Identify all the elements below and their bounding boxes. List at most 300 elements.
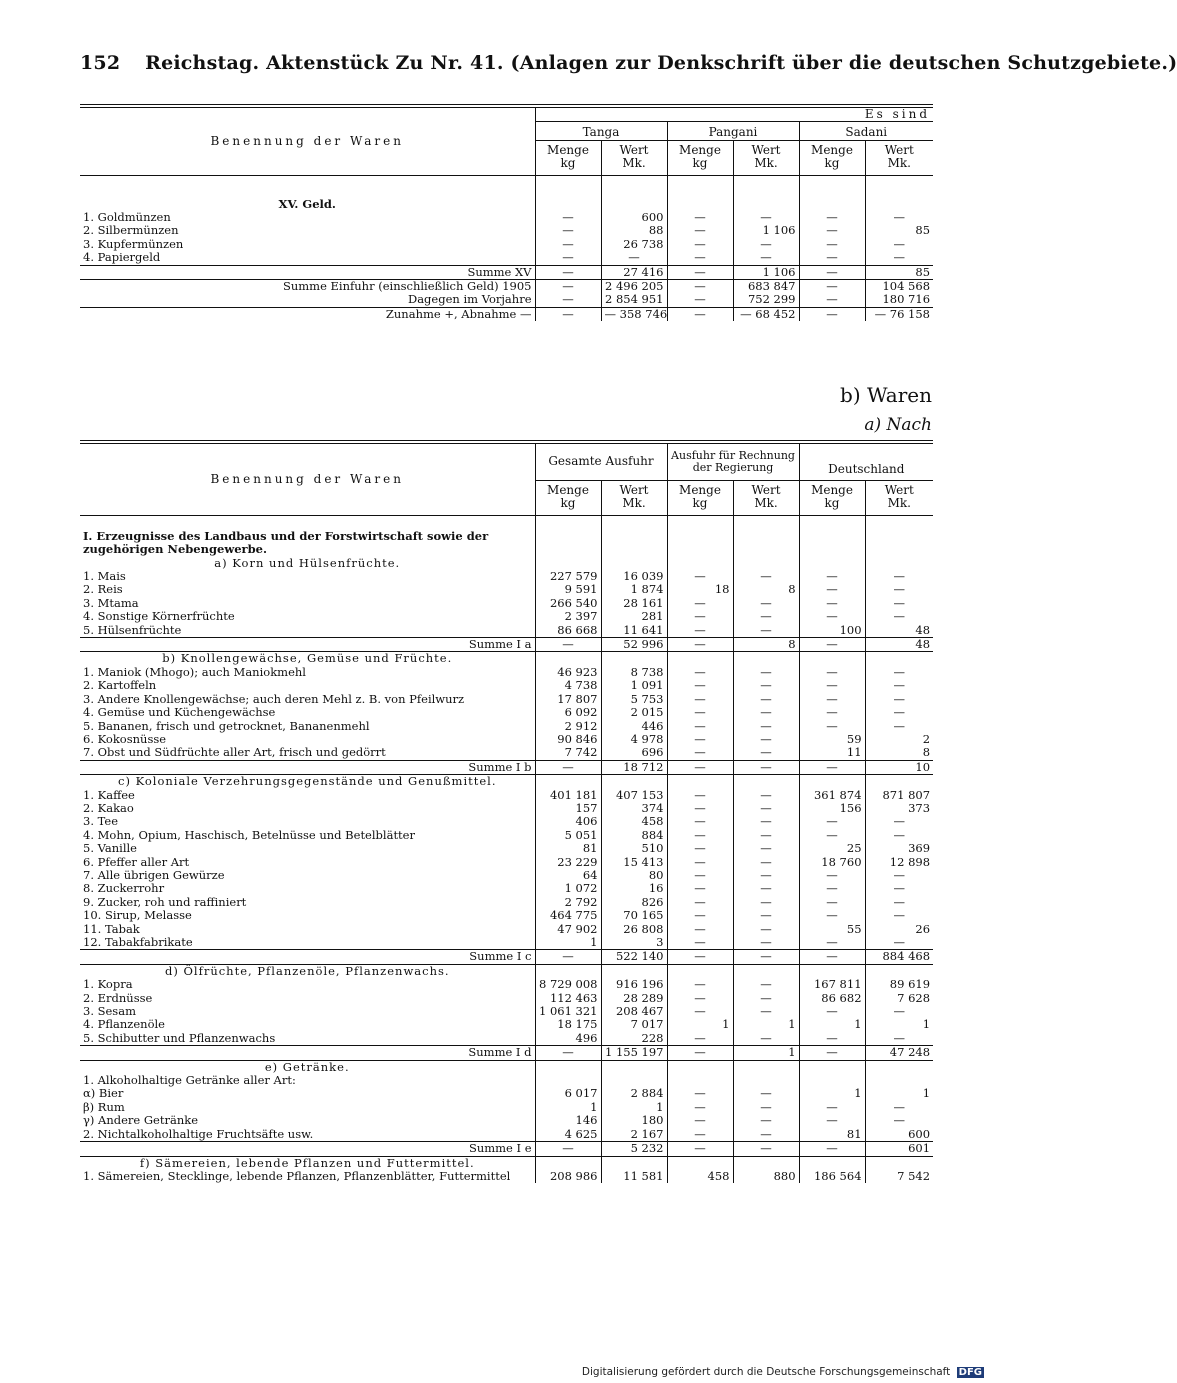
row-label: 2. Kakao <box>83 800 134 815</box>
row-label: 1. Mais <box>83 569 126 584</box>
cell-value: 9 591 <box>535 583 601 596</box>
row-label: γ) Andere Getränke <box>83 1113 198 1128</box>
group-heading-text: I. Erzeugnisse des Landbaus und der Forstwirtschaft sowie der zugehörigen Nebengewerbe. <box>83 528 489 557</box>
row-label: 5. Bananen, frisch und getrocknet, Bananenmehl <box>83 718 370 733</box>
wert-header <box>865 140 933 175</box>
cell-value: 7 017 <box>601 1018 667 1031</box>
table-row <box>80 1018 933 1031</box>
summe-row <box>80 760 933 774</box>
empty-cell <box>799 557 865 570</box>
cell-value: 1 061 321 <box>535 1005 601 1018</box>
cell-value: — <box>865 936 933 950</box>
empty-cell <box>535 557 601 570</box>
cell-value: 86 668 <box>535 624 601 638</box>
cell-value: 2 792 <box>535 896 601 909</box>
cell-value: 407 153 <box>601 789 667 802</box>
cell-value: — <box>535 1046 601 1060</box>
cell-value: — <box>667 280 733 294</box>
empty-cell <box>865 652 933 666</box>
row-label: 5. Schibutter und Pflanzenwachs <box>83 1030 276 1045</box>
cell-value: 510 <box>601 842 667 855</box>
cell-value: 266 540 <box>535 597 601 610</box>
cell-value: — <box>733 829 799 842</box>
cell-value: — <box>667 238 733 251</box>
port-header-1: Pangani <box>667 122 799 140</box>
table-row <box>80 882 933 895</box>
cell-value: — <box>667 896 733 909</box>
row-label: 2. Erdnüsse <box>83 990 153 1005</box>
cell-value <box>733 1074 799 1087</box>
cell-value: — <box>799 882 865 895</box>
cell-value: — <box>799 869 865 882</box>
table-row <box>80 720 933 733</box>
table-row <box>80 583 933 596</box>
cell-value: — <box>733 746 799 760</box>
empty-cell <box>667 515 733 556</box>
table-row <box>80 666 933 679</box>
empty-cell <box>535 775 601 789</box>
cell-value: — <box>865 570 933 583</box>
cell-value: 81 <box>799 1128 865 1142</box>
dfg-logo: DFG <box>958 1367 982 1378</box>
cell-value: — <box>865 896 933 909</box>
cell-value: — <box>799 293 865 307</box>
cell-value: 1 <box>799 1087 865 1100</box>
table-row <box>80 1074 933 1087</box>
empty-cell <box>799 964 865 978</box>
cell-value: — <box>733 789 799 802</box>
cell-value: — <box>799 950 865 964</box>
cell-value: — <box>799 936 865 950</box>
cell-value: — <box>667 842 733 855</box>
cell-value: 208 986 <box>535 1170 601 1183</box>
cell-value: — <box>667 856 733 869</box>
cell-value: — <box>799 909 865 922</box>
col-header-benennung: Benennung der Waren <box>210 133 404 148</box>
cell-value: 52 996 <box>601 638 667 652</box>
empty-cell <box>799 175 865 211</box>
cell-value: 5 051 <box>535 829 601 842</box>
menge-header <box>667 140 733 175</box>
empty-cell <box>535 515 601 556</box>
row-label: 3. Mtama <box>83 595 139 610</box>
cell-value: — <box>799 829 865 842</box>
row-label: 9. Zucker, roh und raffiniert <box>83 894 247 909</box>
empty-cell <box>865 964 933 978</box>
summe-label: Summe I e <box>468 1141 532 1156</box>
cell-value: 2 015 <box>601 706 667 719</box>
cell-value: — <box>535 307 601 321</box>
col-header-gesamte-ausfuhr: Gesamte Ausfuhr <box>535 442 667 481</box>
cell-value: 64 <box>535 869 601 882</box>
menge-label: Menge <box>547 483 589 497</box>
cell-value: — <box>667 1005 733 1018</box>
cell-value: 1 <box>733 1046 799 1060</box>
cell-value: 88 <box>601 224 667 237</box>
cell-value: — <box>667 760 733 774</box>
mk-unit: Mk. <box>622 496 646 511</box>
cell-value: 374 <box>601 802 667 815</box>
cell-value: — <box>733 936 799 950</box>
table-row <box>80 570 933 583</box>
cell-value: — <box>733 238 799 251</box>
empty-cell <box>733 557 799 570</box>
cell-value: 26 <box>865 923 933 936</box>
table-row <box>80 733 933 746</box>
empty-cell <box>535 652 601 666</box>
cell-value: 47 902 <box>535 923 601 936</box>
cell-value: 89 619 <box>865 978 933 991</box>
cell-value: 1 <box>799 1018 865 1031</box>
cell-value: 2 912 <box>535 720 601 733</box>
cell-value: 1 106 <box>733 265 799 279</box>
table-row <box>80 923 933 936</box>
menge-header <box>667 481 733 516</box>
kg-unit: kg <box>560 156 576 171</box>
cell-value: 3 <box>601 936 667 950</box>
cell-value: 4 738 <box>535 679 601 692</box>
cell-value: — <box>733 251 799 265</box>
table-row <box>80 789 933 802</box>
subgroup-heading-text: d) Ölfrüchte, Pflanzenöle, Pflanzenwachs. <box>164 963 450 978</box>
cell-value: 26 738 <box>601 238 667 251</box>
table-row <box>80 624 933 638</box>
cell-value: — <box>667 1128 733 1142</box>
cell-value: 696 <box>601 746 667 760</box>
subgroup-heading <box>80 964 933 978</box>
cell-value: — <box>865 815 933 828</box>
cell-value: 85 <box>865 224 933 237</box>
cell-value: — <box>799 1114 865 1127</box>
empty-cell <box>667 964 733 978</box>
cell-value: 25 <box>799 842 865 855</box>
cell-value: 401 181 <box>535 789 601 802</box>
empty-cell <box>865 1060 933 1074</box>
menge-label: Menge <box>679 483 721 497</box>
cell-value: 156 <box>799 802 865 815</box>
cell-value: — <box>865 597 933 610</box>
row-label: 1. Kopra <box>83 977 133 992</box>
cell-value: — <box>667 802 733 815</box>
cell-value: 18 760 <box>799 856 865 869</box>
cell-value: — <box>799 570 865 583</box>
cell-value: 600 <box>865 1128 933 1142</box>
cell-value: — <box>799 679 865 692</box>
cell-value: — <box>535 280 601 294</box>
footer-text: Digitalisierung gefördert durch die Deutsche Forschungsgemeinschaft <box>581 1366 951 1378</box>
col-header-regierung: Ausfuhr für Rechnung der Regierung <box>667 442 799 481</box>
cell-value: — <box>799 597 865 610</box>
table-row <box>80 1170 933 1183</box>
cell-value: — <box>733 802 799 815</box>
cell-value: 157 <box>535 802 601 815</box>
cell-value: 18 175 <box>535 1018 601 1031</box>
empty-cell <box>535 175 601 211</box>
menge-label: Menge <box>811 483 853 497</box>
empty-cell <box>667 557 733 570</box>
cell-value: — <box>865 1005 933 1018</box>
cell-value: — <box>865 720 933 733</box>
cell-value: 85 <box>865 265 933 279</box>
empty-cell <box>535 1156 601 1170</box>
cell-value: — <box>865 1114 933 1127</box>
cell-value: 458 <box>667 1170 733 1183</box>
row-label: 3. Andere Knollengewächse; auch deren Mehl z. B. von Pfeilwurz <box>83 691 465 706</box>
cell-value: 208 467 <box>601 1005 667 1018</box>
table-row <box>80 706 933 719</box>
cell-value: — <box>799 238 865 251</box>
summe-label: Summe I d <box>468 1045 532 1060</box>
page-title: Reichstag. Aktenstück Zu Nr. 41. (Anlagen zur Denkschrift über die deutschen Schutzgebiete.) <box>145 52 1177 74</box>
cell-value: — <box>667 815 733 828</box>
cell-value: — <box>667 610 733 623</box>
row-label: 10. Sirup, Melasse <box>83 908 192 923</box>
subgroup-heading-text: b) Knollengewächse, Gemüse und Früchte. <box>162 651 453 666</box>
kg-unit: kg <box>824 156 840 171</box>
cell-value: — <box>667 666 733 679</box>
cell-value: — <box>667 307 733 321</box>
cell-value: 1 072 <box>535 882 601 895</box>
row-label: 5. Vanille <box>83 841 137 856</box>
row-label: 2. Reis <box>83 582 123 597</box>
cell-value <box>667 1074 733 1087</box>
cell-value: — <box>733 856 799 869</box>
cell-value: 6 017 <box>535 1087 601 1100</box>
empty-cell <box>733 175 799 211</box>
cell-value: 1 874 <box>601 583 667 596</box>
summe-row <box>80 280 933 294</box>
cell-value: — <box>733 1032 799 1046</box>
table-row <box>80 856 933 869</box>
row-label: β) Rum <box>83 1099 125 1114</box>
cell-value: — <box>667 1114 733 1127</box>
table-row <box>80 815 933 828</box>
cell-value: 11 581 <box>601 1170 667 1183</box>
cell-value: 2 <box>865 733 933 746</box>
cell-value: — <box>535 293 601 307</box>
cell-value: 5 753 <box>601 693 667 706</box>
subgroup-heading <box>80 652 933 666</box>
cell-value: — <box>667 293 733 307</box>
table-row <box>80 842 933 855</box>
cell-value: 464 775 <box>535 909 601 922</box>
cell-value: — <box>733 842 799 855</box>
cell-value: — <box>667 1046 733 1060</box>
cell-value: 8 <box>733 638 799 652</box>
wert-header <box>601 481 667 516</box>
cell-value: — <box>799 211 865 224</box>
cell-value: 5 232 <box>601 1142 667 1156</box>
table-row <box>80 224 933 237</box>
col-header-es-sind: Es sind <box>864 107 931 121</box>
row-label: 4. Pflanzenöle <box>83 1017 165 1032</box>
cell-value: — <box>667 1087 733 1100</box>
cell-value: 1 155 197 <box>601 1046 667 1060</box>
row-label: 1. Maniok (Mhogo); auch Maniokmehl <box>83 664 306 679</box>
cell-value: 7 742 <box>535 746 601 760</box>
summe-row <box>80 638 933 652</box>
cell-value: 18 <box>667 583 733 596</box>
row-label: 3. Sesam <box>83 1004 136 1019</box>
cell-value: — <box>535 251 601 265</box>
section-title-b: b) Waren <box>840 383 932 407</box>
cell-value: — <box>733 896 799 909</box>
empty-cell <box>733 964 799 978</box>
table-row <box>80 896 933 909</box>
cell-value: — <box>799 251 865 265</box>
subgroup-heading-text: e) Getränke. <box>264 1059 350 1074</box>
cell-value: 2 496 205 <box>601 280 667 294</box>
cell-value: — <box>667 706 733 719</box>
cell-value: — <box>799 706 865 719</box>
cell-value: 281 <box>601 610 667 623</box>
cell-value: — <box>535 950 601 964</box>
mk-unit: Mk. <box>622 156 646 171</box>
cell-value: 1 <box>865 1087 933 1100</box>
cell-value: — <box>535 211 601 224</box>
table-row <box>80 909 933 922</box>
cell-value: — <box>799 720 865 733</box>
table-row <box>80 978 933 991</box>
cell-value: — <box>733 693 799 706</box>
footer-credit <box>582 1366 984 1378</box>
cell-value: — <box>799 693 865 706</box>
cell-value: 1 106 <box>733 224 799 237</box>
table-row <box>80 610 933 623</box>
cell-value: — <box>667 733 733 746</box>
cell-value: — <box>733 666 799 679</box>
cell-value: — <box>667 1142 733 1156</box>
summe-label: Summe Einfuhr (einschließlich Geld) 1905 <box>282 279 532 294</box>
kg-unit: kg <box>560 496 576 511</box>
cell-value: — <box>799 1046 865 1060</box>
page-number: 152 <box>80 52 121 74</box>
cell-value: — <box>733 815 799 828</box>
cell-value: — <box>667 265 733 279</box>
summe-label: Summe I b <box>468 759 532 774</box>
cell-value: — <box>733 570 799 583</box>
cell-value: — <box>865 1101 933 1114</box>
row-label: 8. Zuckerrohr <box>83 881 165 896</box>
table-row <box>80 936 933 950</box>
cell-value: 752 299 <box>733 293 799 307</box>
cell-value: 28 161 <box>601 597 667 610</box>
cell-value: 10 <box>865 760 933 774</box>
cell-value: — 358 746 <box>601 307 667 321</box>
section-heading-text: XV. Geld. <box>278 196 336 211</box>
cell-value: 70 165 <box>601 909 667 922</box>
wert-label: Wert <box>619 483 649 497</box>
wert-header <box>601 140 667 175</box>
cell-value: 15 413 <box>601 856 667 869</box>
empty-cell <box>667 775 733 789</box>
cell-value: 59 <box>799 733 865 746</box>
cell-value <box>535 1074 601 1087</box>
cell-value: — <box>667 693 733 706</box>
summe-label: Zunahme +, Abnahme — <box>385 306 532 321</box>
cell-value: — <box>667 789 733 802</box>
mk-unit: Mk. <box>887 156 911 171</box>
summe-label: Summe XV <box>467 264 532 279</box>
table-row <box>80 238 933 251</box>
cell-value: 496 <box>535 1032 601 1046</box>
cell-value: 17 807 <box>535 693 601 706</box>
cell-value: — <box>667 679 733 692</box>
cell-value: — <box>535 760 601 774</box>
cell-value: — <box>667 992 733 1005</box>
cell-value: — <box>535 1142 601 1156</box>
cell-value: — <box>667 624 733 638</box>
cell-value: — <box>733 978 799 991</box>
cell-value: — <box>799 265 865 279</box>
cell-value: — <box>535 238 601 251</box>
cell-value: 80 <box>601 869 667 882</box>
cell-value: 23 229 <box>535 856 601 869</box>
cell-value: 406 <box>535 815 601 828</box>
cell-value: 8 729 008 <box>535 978 601 991</box>
cell-value: 1 <box>865 1018 933 1031</box>
wert-label: Wert <box>619 142 649 157</box>
group-heading <box>80 515 933 556</box>
cell-value: 1 <box>535 1101 601 1114</box>
cell-value: — <box>535 265 601 279</box>
row-label: 6. Pfeffer aller Art <box>83 854 190 869</box>
wert-label: Wert <box>751 483 781 497</box>
empty-cell <box>601 515 667 556</box>
summe-label: Dagegen im Vorjahre <box>407 292 532 307</box>
cell-value <box>865 1074 933 1087</box>
empty-cell <box>799 652 865 666</box>
row-label: 5. Hülsenfrüchte <box>83 622 182 637</box>
empty-cell <box>535 964 601 978</box>
cell-value: — <box>535 224 601 237</box>
cell-value: 180 716 <box>865 293 933 307</box>
subgroup-heading-text: f) Sämereien, lebende Pflanzen und Futtermittel. <box>139 1155 475 1170</box>
cell-value: 55 <box>799 923 865 936</box>
subgroup-heading <box>80 1060 933 1074</box>
cell-value: — <box>733 760 799 774</box>
cell-value: 2 854 951 <box>601 293 667 307</box>
cell-value: 369 <box>865 842 933 855</box>
cell-value: — <box>799 280 865 294</box>
cell-value: — <box>733 610 799 623</box>
cell-value: — <box>733 950 799 964</box>
cell-value: 446 <box>601 720 667 733</box>
cell-value: 1 <box>535 936 601 950</box>
table-row <box>80 1005 933 1018</box>
cell-value: — <box>799 815 865 828</box>
cell-value: — <box>865 610 933 623</box>
cell-value: 227 579 <box>535 570 601 583</box>
cell-value: 458 <box>601 815 667 828</box>
cell-value: — <box>799 1005 865 1018</box>
cell-value: 4 625 <box>535 1128 601 1142</box>
cell-value: 2 167 <box>601 1128 667 1142</box>
cell-value: — <box>733 624 799 638</box>
cell-value: 104 568 <box>865 280 933 294</box>
row-label: 1. Sämereien, Stecklinge, lebende Pflanzen, Pflanzenblätter, Futtermittel <box>83 1168 511 1183</box>
cell-value: 48 <box>865 638 933 652</box>
empty-cell <box>799 1156 865 1170</box>
cell-value: 1 <box>601 1101 667 1114</box>
cell-value: — <box>667 1032 733 1046</box>
table-row <box>80 1087 933 1100</box>
cell-value: — <box>667 923 733 936</box>
cell-value: — <box>865 693 933 706</box>
cell-value: — <box>865 211 933 224</box>
empty-cell <box>601 1060 667 1074</box>
empty-cell <box>535 1060 601 1074</box>
